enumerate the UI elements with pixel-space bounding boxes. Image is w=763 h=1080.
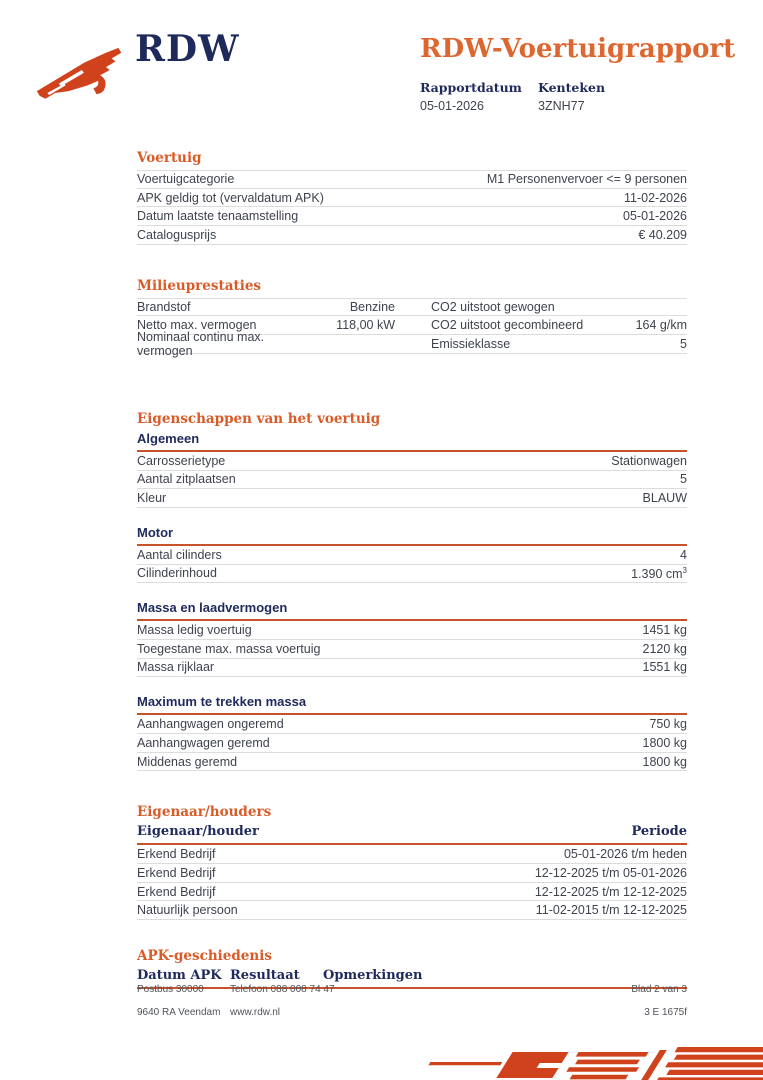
column-header-apk-remarks: Opmerkingen xyxy=(323,968,423,984)
row-label: Massa ledig voertuig xyxy=(137,623,252,638)
row-value: € 40.209 xyxy=(638,227,687,242)
owner-name: Natuurlijk persoon xyxy=(137,903,238,918)
subsection-trekken-massa xyxy=(137,694,687,771)
row-value: 11-02-2026 xyxy=(623,190,687,205)
footer-website: www.rdw.nl xyxy=(230,1007,281,1018)
table-row xyxy=(137,565,687,584)
owner-name: Erkend Bedrijf xyxy=(137,847,216,862)
row-value: 2120 kg xyxy=(642,641,687,656)
column-header-apk-result: Resultaat xyxy=(230,968,300,984)
page-title: RDW-Voertuigrapport xyxy=(420,34,736,64)
report-date-value: 05-01-2026 xyxy=(420,99,484,113)
row-value: 750 kg xyxy=(649,717,687,732)
row-value: 4 xyxy=(680,547,687,562)
section-milieuprestaties xyxy=(137,277,687,358)
row-label: Voertuigcategorie xyxy=(137,172,235,187)
table-row xyxy=(137,226,687,245)
page-footer xyxy=(137,984,687,1030)
row-value: 1451 kg xyxy=(642,623,687,638)
footer-phone: Telefoon 088 008 74 47 xyxy=(230,984,335,995)
section-apk-geschiedenis xyxy=(137,948,687,989)
row-value: 1800 kg xyxy=(642,754,687,769)
table-row xyxy=(137,883,687,902)
row-label: Brandstof xyxy=(137,300,191,315)
table-row xyxy=(137,864,687,883)
row-value: 1551 kg xyxy=(642,660,687,675)
rdw-logo-icon xyxy=(32,32,128,108)
row-label: CO2 uitstoot gewogen xyxy=(431,300,555,315)
rdw-logo-text: RDW xyxy=(135,28,240,70)
table-row xyxy=(137,298,687,317)
row-value: M1 Personenvervoer <= 9 personen xyxy=(486,172,687,187)
table-row xyxy=(137,715,687,734)
table-row xyxy=(137,471,687,490)
report-meta xyxy=(420,80,690,113)
section-eigenschappen xyxy=(137,411,687,772)
rdw-wing-graphic-icon xyxy=(425,1045,763,1080)
row-label: Cilinderinhoud xyxy=(137,566,217,581)
table-row xyxy=(137,189,687,208)
row-label: Aantal cilinders xyxy=(137,547,222,562)
row-label: Catalogusprijs xyxy=(137,227,217,242)
license-plate-label: Kenteken xyxy=(538,80,606,95)
row-label: Carrosserietype xyxy=(137,453,226,468)
row-label: Emissieklasse xyxy=(431,336,511,351)
subsection-motor xyxy=(137,525,687,583)
column-header-owner: Eigenaar/houder xyxy=(137,824,259,840)
table-row xyxy=(137,753,687,772)
owner-period: 12-12-2025 t/m 12-12-2025 xyxy=(534,884,687,899)
owner-period: 12-12-2025 t/m 05-01-2026 xyxy=(534,865,687,880)
row-label: CO2 uitstoot gecombineerd xyxy=(431,318,584,333)
section-voertuig xyxy=(137,150,687,245)
table-row xyxy=(137,659,687,678)
owners-table-header xyxy=(137,824,687,845)
row-label: Toegestane max. massa voertuig xyxy=(137,641,321,656)
subsection-title-trekken-massa: Maximum te trekken massa xyxy=(137,694,687,715)
subsection-massa xyxy=(137,600,687,677)
section-title-eigenaren: Eigenaar/houders xyxy=(137,804,272,821)
table-row xyxy=(137,734,687,753)
table-row xyxy=(137,207,687,226)
table-row xyxy=(137,329,687,358)
row-value: 164 g/km xyxy=(635,318,687,333)
row-label: Middenas geremd xyxy=(137,754,238,769)
section-title-milieuprestaties: Milieuprestaties xyxy=(137,277,262,294)
footer-address-line1: Postbus 30000 xyxy=(137,984,204,995)
row-label: Aanhangwagen ongeremd xyxy=(137,717,284,732)
row-label: Massa rijklaar xyxy=(137,660,215,675)
table-row xyxy=(137,640,687,659)
owner-name: Erkend Bedrijf xyxy=(137,865,216,880)
row-value: 5 xyxy=(680,336,687,351)
footer-doc-code: 3 E 1675f xyxy=(644,1007,687,1018)
row-label: APK geldig tot (vervaldatum APK) xyxy=(137,190,324,205)
section-title-eigenschappen: Eigenschappen van het voertuig xyxy=(137,410,381,427)
row-value: BLAUW xyxy=(642,491,687,506)
license-plate-value: 3ZNH77 xyxy=(538,99,585,113)
table-row xyxy=(137,452,687,471)
footer-page-indicator: Blad 2 van 3 xyxy=(631,984,687,995)
section-title-voertuig: Voertuig xyxy=(137,150,202,166)
row-label: Kleur xyxy=(137,491,167,506)
table-row xyxy=(137,901,687,920)
footer-address-line2: 9640 RA Veendam xyxy=(137,1007,221,1018)
row-value: 05-01-2026 xyxy=(623,209,687,224)
row-label: Datum laatste tenaamstelling xyxy=(137,209,299,224)
table-row xyxy=(137,546,687,565)
row-label: Netto max. vermogen xyxy=(137,318,257,333)
owner-period: 05-01-2026 t/m heden xyxy=(563,847,687,862)
row-value: 1.390 $cm^3$ xyxy=(631,565,687,581)
subsection-algemeen xyxy=(137,431,687,508)
table-row xyxy=(137,170,687,189)
report-date-label: Rapportdatum xyxy=(420,80,522,95)
row-label: Nominaal continu max. vermogen xyxy=(137,329,265,358)
subsection-title-algemeen: Algemeen xyxy=(137,431,687,452)
row-value: Stationwagen xyxy=(611,453,687,468)
section-eigenaren xyxy=(137,804,687,920)
table-row xyxy=(137,621,687,640)
subsection-title-massa: Massa en laadvermogen xyxy=(137,600,687,621)
column-header-apk-date: Datum APK xyxy=(137,968,222,984)
owner-period: 11-02-2015 t/m 12-12-2025 xyxy=(535,903,687,918)
section-title-apk: APK-geschiedenis xyxy=(137,948,272,965)
owner-name: Erkend Bedrijf xyxy=(137,884,216,899)
subsection-title-motor: Motor xyxy=(137,525,687,546)
row-value: 118,00 kW xyxy=(336,318,395,333)
row-value: 5 xyxy=(680,472,687,487)
row-label: Aantal zitplaatsen xyxy=(137,472,236,487)
table-row xyxy=(137,845,687,864)
table-row xyxy=(137,489,687,508)
report-header xyxy=(420,34,736,113)
column-header-period: Periode xyxy=(631,824,687,840)
row-value: Benzine xyxy=(349,300,395,315)
row-label: Aanhangwagen geremd xyxy=(137,735,270,750)
row-value: 1800 kg xyxy=(642,735,687,750)
